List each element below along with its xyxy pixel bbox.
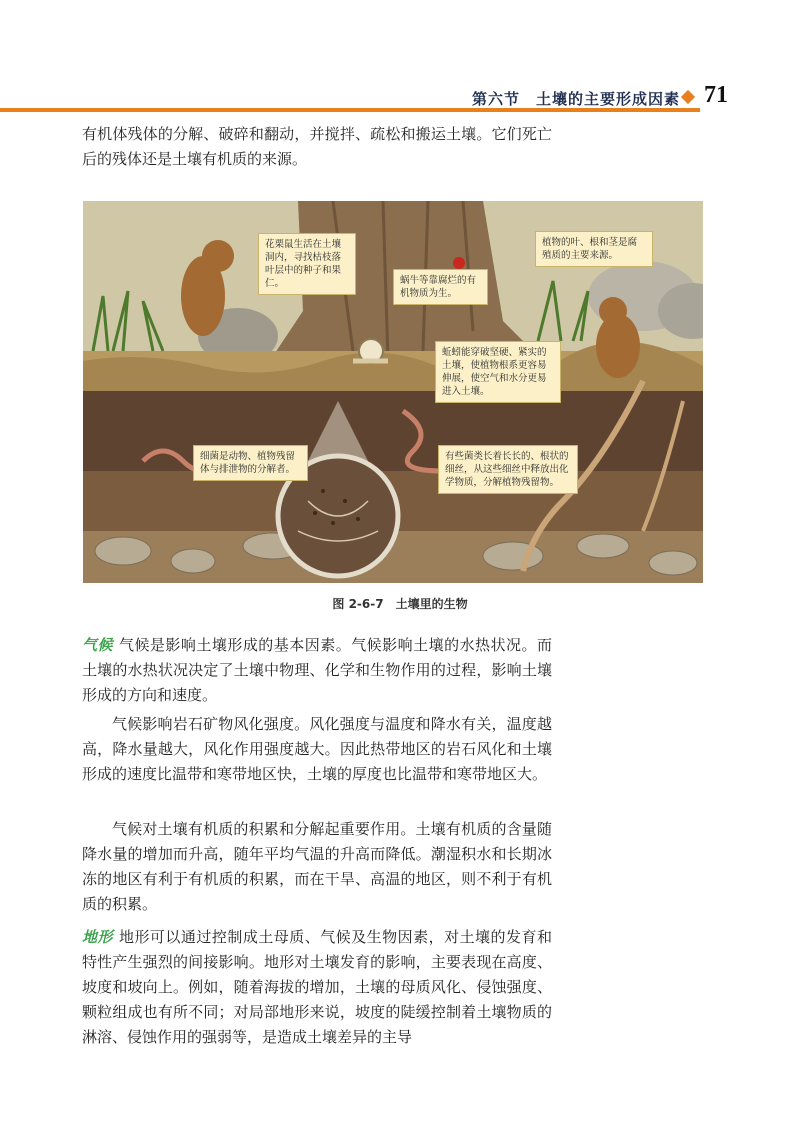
- section-title: 第六节 土壤的主要形成因素: [471, 90, 680, 108]
- climate-text-1: 气候是影响土壤形成的基本因素。气候影响土壤的水热状况。而土壤的水热状况决定了土壤中物理、化学和生物作用的过程，影响土壤形成的方向和速度。: [82, 636, 552, 704]
- page-number: 71: [704, 82, 728, 108]
- callout-snail: 蜗牛等靠腐烂的有机物质为生。: [393, 269, 488, 305]
- climate-paragraph-2: 气候影响岩石矿物风化强度。风化强度与温度和降水有关，温度越高，降水量越大，风化作用强度越大。因此热带地区的岩石风化和土壤形成的速度比温带和寒带地区快，土壤的厚度也比温带和寒带地区大。: [82, 715, 552, 783]
- soil-organisms-illustration: [83, 201, 703, 583]
- landform-keyword: 地形: [82, 928, 113, 946]
- callout-bacteria: 细菌是动物、植物残留体与排泄物的分解者。: [193, 445, 308, 481]
- callout-earthworm: 蚯蚓能穿破坚硬、紧实的土壤，使植物根系更容易伸展，使空气和水分更易进入土壤。: [435, 341, 561, 403]
- landform-paragraph: [82, 925, 552, 1050]
- callout-plants: 植物的叶、根和茎是腐殖质的主要来源。: [535, 231, 653, 267]
- header-rule: [0, 108, 700, 112]
- climate-paragraph-1: [82, 633, 552, 708]
- climate-paragraph-3: 气候对土壤有机质的积累和分解起重要作用。土壤有机质的含量随降水量的增加而升高，随年平均气温的升高而降低。潮湿积水和长期冰冻的地区有利于有机质的积累，而在干旱、高温的地区，则不利于有机质的积累。: [82, 820, 552, 913]
- callout-chipmunk: 花栗鼠生活在土壤洞内，寻找枯枝落叶层中的种子和果仁。: [258, 233, 356, 295]
- intro-paragraph: 有机体残体的分解、破碎和翻动，并搅拌、疏松和搬运土壤。它们死亡后的残体还是土壤有机质的来源。: [82, 125, 552, 168]
- figure-caption: 图 2-6-7 土壤里的生物: [332, 597, 468, 611]
- climate-keyword: 气候: [82, 636, 113, 654]
- callout-fungi: 有些菌类长着长长的、根状的细丝，从这些细丝中释放出化学物质，分解植物残留物。: [438, 445, 578, 494]
- landform-text-1: 地形可以通过控制成土母质、气候及生物因素，对土壤的发育和特性产生强烈的间接影响。地形对土壤发育的影响，主要表现在高度、坡度和坡向上。例如，随着海拔的增加，土壤的母质风化、侵蚀强度、颗粒组成也有所不同；对局部地形来说，坡度的陡缓控制着土壤物质的淋溶、侵蚀作用的强弱等，是造成土壤差异的主导: [82, 928, 552, 1046]
